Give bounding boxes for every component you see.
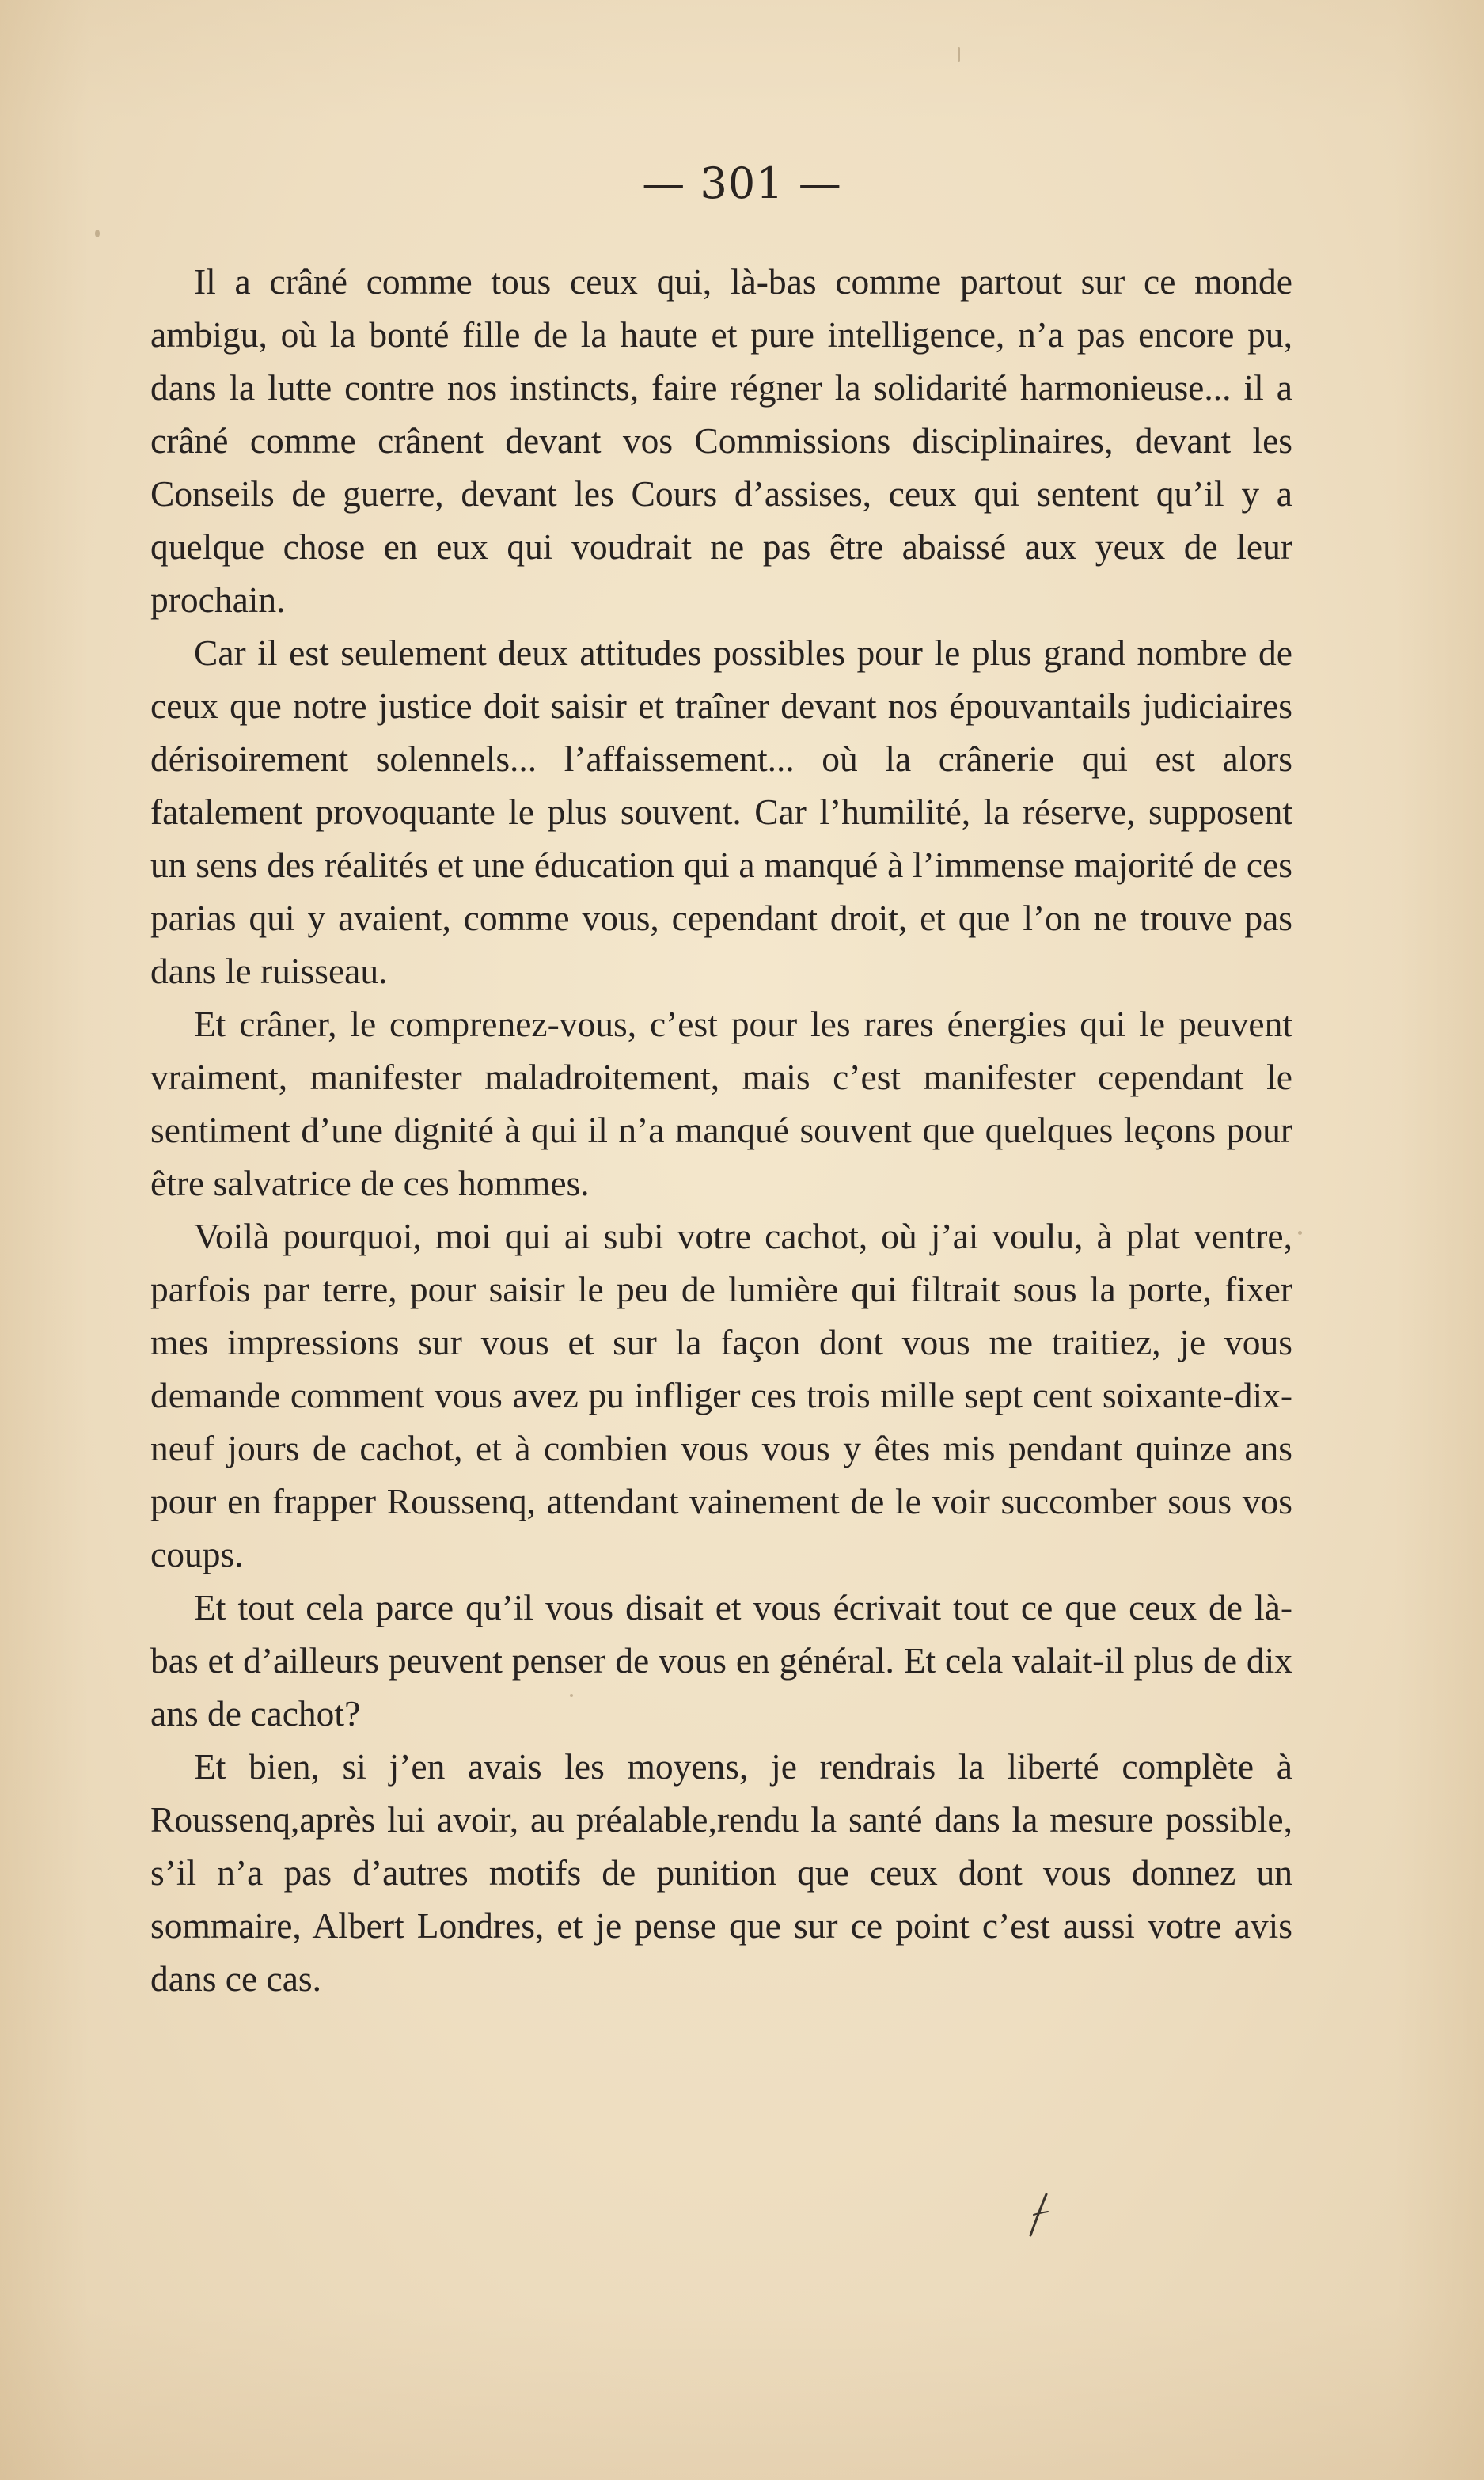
body-text xyxy=(150,255,1292,2005)
paper-speck xyxy=(1298,1231,1302,1235)
paragraph-5: Et tout cela parce qu’il vous disait et vous écrivait tout ce que ceux de là-bas et d’ailleurs peuvent penser de vous en général. Et cela valait-il plus de dix ans de cachot? xyxy=(150,1587,1292,1734)
paragraph-6: Et bien, si j’en avais les moyens, je rendrais la liberté complète à Roussenq,après lui avoir, au préalable,rendu la santé dans la mesure possible, s’il n’a pas d’autres motifs de punition que ceux dont vous donnez un sommaire, Albert Londres, et je pense que sur ce point c’est aussi votre avis dans ce cas. xyxy=(150,1746,1292,1999)
pen-mark-icon xyxy=(1023,2191,1054,2239)
paragraph-1: Il a crâné comme tous ceux qui, là-bas comme partout sur ce monde ambigu, où la bonté fille de la haute et pure intelligence, n’a pas encore pu, dans la lutte contre nos instincts, faire régner la solidarité harmonieuse... il a crâné comme crânent devant vos Commissions disciplinaires, devant les Conseils de guerre, devant les Cours d’assises, ceux qui sentent qu’il y a quelque chose en eux qui voudrait ne pas être abaissé aux yeux de leur prochain. xyxy=(150,261,1292,620)
paper-speck xyxy=(570,1694,573,1697)
paragraph-3: Et crâner, le comprenez-vous, c’est pour les rares énergies qui le peuvent vraiment, manifester maladroitement, mais c’est manifester cependant le sentiment d’une dignité à qui il n’a manqué souvent que quelques leçons pour être salvatrice de ces hommes. xyxy=(150,1004,1292,1203)
page-number: — 301 — xyxy=(642,158,842,208)
paper-speck xyxy=(95,230,100,237)
paper-speck xyxy=(958,47,960,62)
paragraph-2: Car il est seulement deux attitudes possibles pour le plus grand nombre de ceux que notre justice doit saisir et traîner devant nos épouvantails judiciaires dérisoirement solennels... l’affaissement... où la crânerie qui est alors fatalement provoquante le plus souvent. Car l’humilité, la réserve, supposent un sens des réalités et une éducation qui a manqué à l’immense majorité de ces parias qui y avaient, comme vous, cependant droit, et que l’on ne trouve pas dans le ruisseau. xyxy=(150,632,1292,991)
paragraph-4: Voilà pourquoi, moi qui ai subi votre cachot, où j’ai voulu, à plat ventre, parfois par terre, pour saisir le peu de lumière qui filtrait sous la porte, fixer mes impressions sur vous et sur la façon dont vous me traitiez, je vous demande comment vous avez pu infliger ces trois mille sept cent soixante-dix-neuf jours de cachot, et à combien vous vous y êtes mis pendant quinze ans pour en frapper Roussenq, attendant vainement de le voir succomber sous vos coups. xyxy=(150,1216,1292,1574)
